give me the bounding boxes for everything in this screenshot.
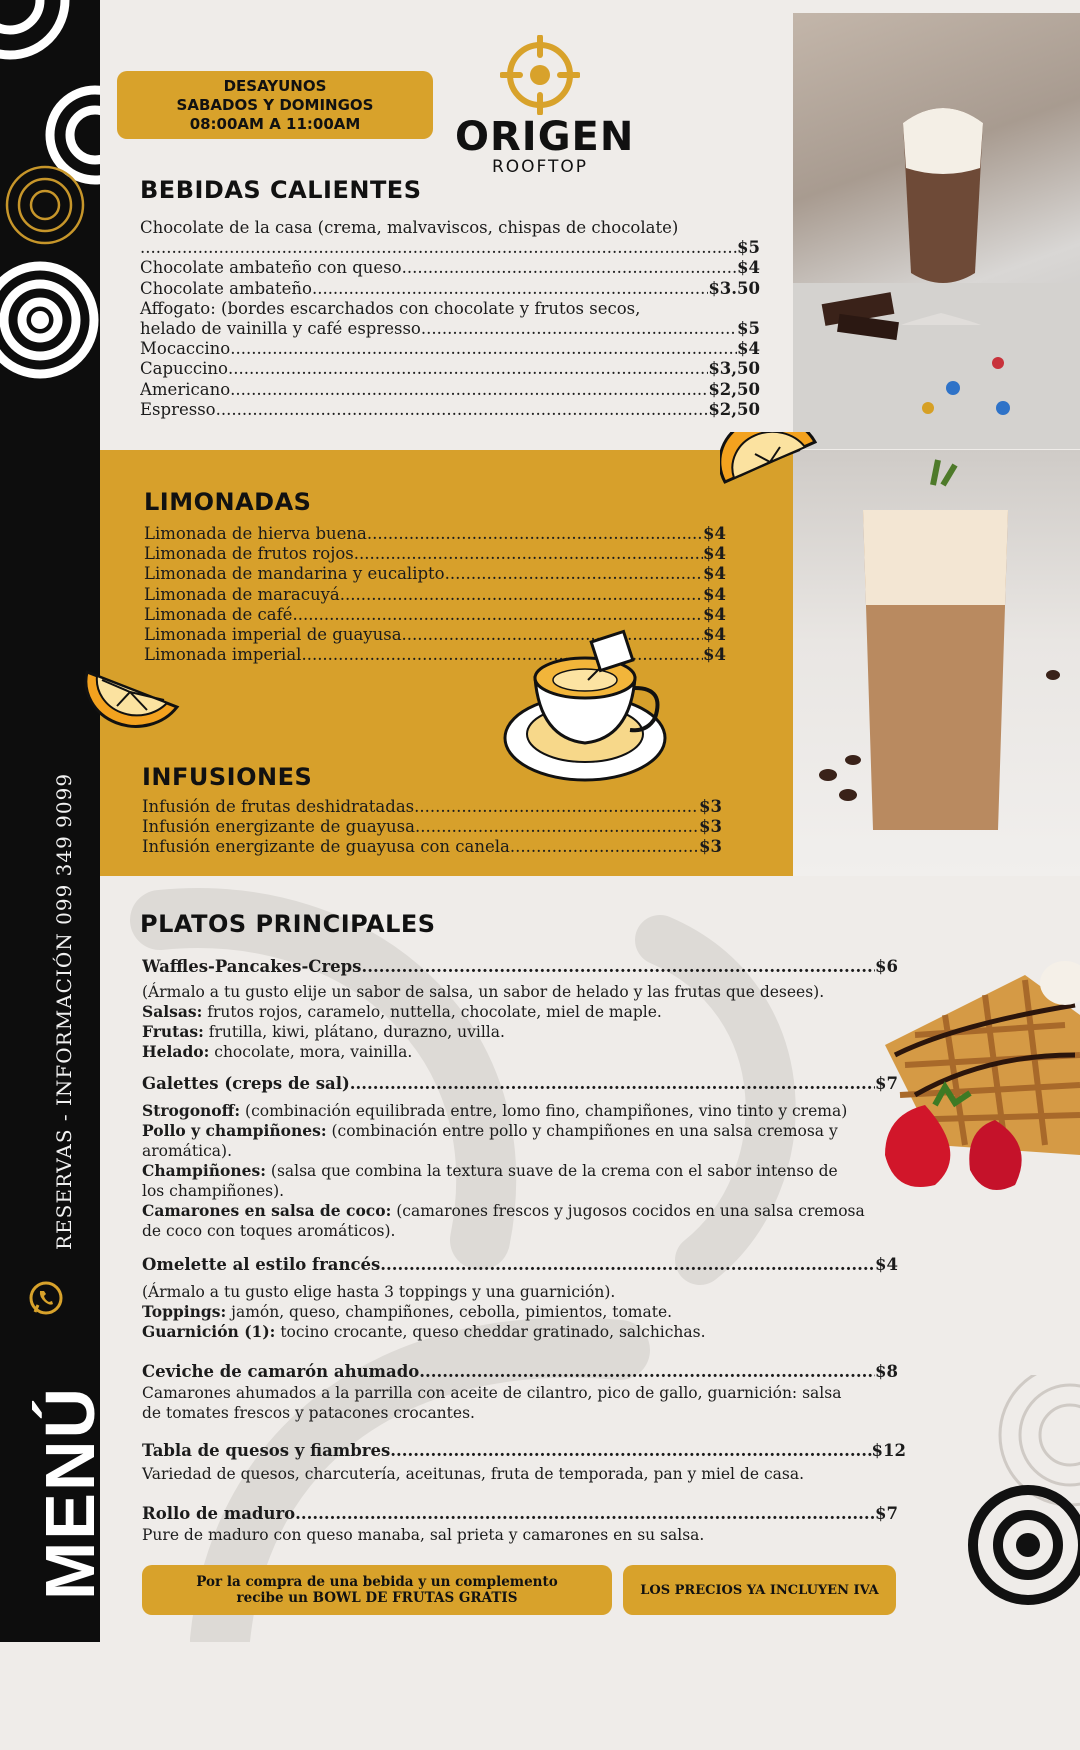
hot-drinks-title: BEBIDAS CALIENTES [140, 176, 422, 204]
hours-line-3: 08:00AM A 11:00AM [189, 114, 361, 133]
list-item: Infusión energizante de guayusa ..... $3 [142, 817, 722, 837]
brand-subtitle: ROOFTOP [491, 157, 589, 177]
dish-heading: Waffles-Pancakes-Creps ..... $6 [142, 957, 898, 976]
list-item: Limonada de hierva buena ..... $4 [144, 524, 726, 544]
lemon-slice-icon [720, 432, 820, 502]
dish-rollo [142, 1504, 898, 1545]
dish-note: (Ármalo a tu gusto elije un sabor de salsa, un sabor de helado y las frutas que desees). [142, 983, 825, 1001]
list-item: Limonada imperial de guayusa ..... $4 [144, 625, 726, 645]
tax-included-banner: LOS PRECIOS YA INCLUYEN IVA [623, 1565, 896, 1615]
menu-heading: MENÚ [31, 1385, 109, 1600]
list-item: helado de vainilla y café espresso ..... $5 [140, 319, 760, 339]
promo-banner [142, 1565, 612, 1615]
list-item: Limonada imperial ..... $4 [144, 645, 726, 665]
hours-line-1: DESAYUNOS [223, 76, 327, 95]
dish-option: Strogonoff: (combinación equilibrada entre, lomo fino, champiñones, vino tinto y crema) [142, 1101, 848, 1120]
dish-option: Pollo y champiñones: (combinación entre pollo y champiñones en una salsa cremosa y aromática). [142, 1121, 838, 1160]
frappe-drink-photo [793, 450, 1080, 876]
dish-option: Frutas: frutilla, kiwi, plátano, durazno, uvilla. [142, 1022, 505, 1041]
list-item: Americano ..... $2,50 [140, 380, 760, 400]
dish-description: Pure de maduro con queso manaba, sal prieta y camarones en su salsa. [142, 1526, 705, 1544]
teacup-icon [500, 628, 680, 788]
dish-heading: Omelette al estilo francés ..... $4 [142, 1255, 898, 1274]
lemon-slice-icon [82, 662, 182, 732]
dish-option: Champiñones: (salsa que combina la textura suave de la crema con el sabor intenso de los champiñones). [142, 1161, 838, 1200]
list-item: Capuccino ..... $3,50 [140, 359, 760, 379]
hours-line-2: SABADOS Y DOMINGOS [176, 95, 374, 114]
list-item: Limonada de maracuyá ..... $4 [144, 585, 726, 605]
dish-option: Guarnición (1): tocino crocante, queso cheddar gratinado, salchichas. [142, 1322, 706, 1341]
dish-omelette [142, 1255, 898, 1342]
dish-note: (Ármalo a tu gusto elige hasta 3 toppings y una guarnición). [142, 1283, 616, 1301]
dish-galettes [142, 1074, 898, 1241]
chocolate-drink-photo [793, 13, 1080, 449]
list-item: Limonada de frutos rojos ..... $4 [144, 544, 726, 564]
dish-heading: Rollo de maduro ..... $7 [142, 1504, 898, 1523]
dish-option: Toppings: jamón, queso, champiñones, cebolla, pimientos, tomate. [142, 1302, 673, 1321]
sidebar [0, 0, 109, 1642]
dish-description: Variedad de quesos, charcutería, aceitunas, fruta de temporada, pan y miel de casa. [142, 1465, 804, 1483]
dish-option: Camarones en salsa de coco: (camarones frescos y jugosos cocidos en una salsa cremosa de coco con toques aromáticos). [142, 1201, 865, 1240]
dish-heading: Ceviche de camarón ahumado ..... $8 [142, 1362, 898, 1381]
decorative-pattern-icon [960, 1375, 1080, 1642]
decorative-pattern-icon [0, 0, 100, 380]
promo-line-1: Por la compra de una bebida y un complemento [196, 1574, 558, 1590]
list-item: Limonada de mandarina y eucalipto ..... $4 [144, 564, 726, 584]
hot-drinks-list [140, 218, 760, 420]
dish-description: Camarones ahumados a la parrilla con aceite de cilantro, pico de gallo, guarnición: salsa de tomates frescos y patacones crocantes. [142, 1384, 842, 1422]
dish-option: Salsas: frutos rojos, caramelo, nuttella, chocolate, miel de maple. [142, 1002, 662, 1021]
brand-name: ORIGEN [455, 114, 635, 160]
list-item: Mocaccino ..... $4 [140, 339, 760, 359]
dish-waffles [142, 957, 898, 1062]
contact-text: RESERVAS - INFORMACIÓN 099 349 9099 [52, 772, 76, 1250]
waffle-photo [875, 955, 1080, 1215]
lemonades-title: LIMONADAS [144, 488, 312, 516]
infusions-list [142, 797, 722, 858]
dish-heading: Tabla de quesos y fiambres ..... $12 [142, 1441, 906, 1460]
list-item: Chocolate ambateño con queso ..... $4 [140, 258, 760, 278]
brand-logo [455, 35, 635, 177]
infusions-title: INFUSIONES [142, 763, 313, 791]
list-item: Infusión energizante de guayusa con canela ..... $3 [142, 837, 722, 857]
promo-line-2: recibe un BOWL DE FRUTAS GRATIS [236, 1590, 518, 1606]
list-item: Affogato: (bordes escarchados con chocolate y frutos secos, [140, 298, 641, 318]
main-dishes-title: PLATOS PRINCIPALES [140, 910, 436, 938]
dish-option: Helado: chocolate, mora, vainilla. [142, 1042, 413, 1061]
list-item: Espresso ..... $2,50 [140, 400, 760, 420]
list-item: ..... $5 [140, 238, 760, 258]
dish-tabla [142, 1441, 906, 1484]
list-item: Infusión de frutas deshidratadas ..... $3 [142, 797, 722, 817]
dish-ceviche [142, 1362, 898, 1423]
list-item: Chocolate ambateño ..... $3.50 [140, 279, 760, 299]
dish-heading: Galettes (creps de sal).. ..... $7 [142, 1074, 898, 1093]
list-item: Chocolate de la casa (crema, malvaviscos, chispas de chocolate) [140, 218, 679, 237]
sun-logo-icon [500, 35, 580, 115]
breakfast-hours-badge [117, 71, 433, 139]
list-item: Limonada de café ..... $4 [144, 605, 726, 625]
